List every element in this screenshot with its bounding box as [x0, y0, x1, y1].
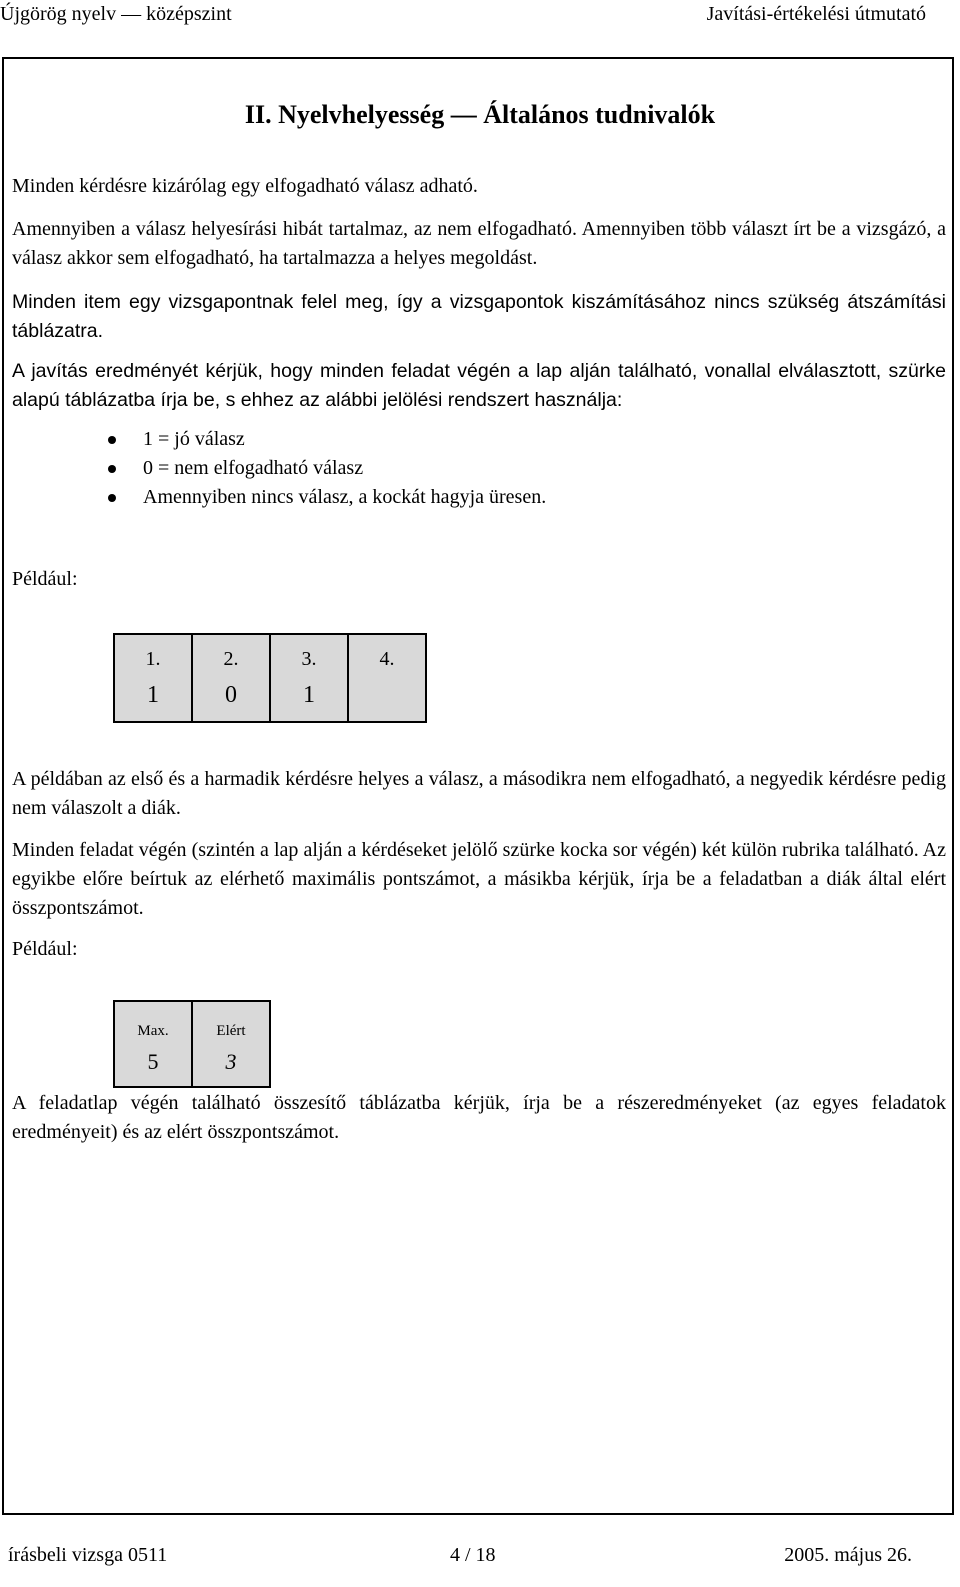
section-title: II. Nyelvhelyesség — Általános tudnivalók	[244, 100, 716, 129]
page-footer	[0, 1544, 960, 1574]
paragraph-4: A javítás eredményét kérjük, hogy minden feladat végén a lap alján található, vonallal elválasztott, szürke alapú táblázatba írja be, s ehhez az alábbi jelölési rendszert használja:	[12, 360, 946, 411]
grid-header-cell: 1.	[114, 634, 192, 675]
example-total-grid	[113, 1000, 271, 1088]
paragraph-rubrics: Minden feladat végén (szintén a lap alján a kérdéseket jelölő szürke kocka sor végén) két külön rubrika található. Az egyikbe előre beírtuk az elérhető maximális pontszámot, a másikba kérjük, írja be a feladatban a diák által elért összpontszámot.	[12, 839, 946, 919]
paragraph-explanation: A példában az első és a harmadik kérdésre helyes a válasz, a másodikra nem elfogadható, a negyedik kérdésre pedig nem válaszolt a diák.	[12, 768, 946, 819]
paragraph-3: Minden item egy vizsgapontnak felel meg, így a vizsgapontok kiszámításához nincs szükség átszámítási táblázatra.	[12, 291, 946, 342]
paragraph-2: Amennyiben a válasz helyesírási hibát tartalmaz, az nem elfogadható. Amennyiben több választ írt be a vizsgázó, a válasz akkor sem elfogadható, ha tartalmazza a helyes megoldást.	[12, 218, 946, 269]
paragraph-closing: A feladatlap végén található összesítő táblázatba kérjük, írja be a részeredményeket (az egyes feladatok eredményeit) és az elért összpontszámot.	[12, 1092, 946, 1143]
paragraph-1: Minden kérdésre kizárólag egy elfogadható válasz adható.	[12, 175, 478, 197]
grid-value-achieved: 3	[192, 1044, 270, 1087]
bullet-icon	[108, 436, 116, 444]
list-item: 1 = jó válasz	[108, 425, 546, 454]
footer-date: 2005. május 26.	[784, 1544, 912, 1566]
grid-value-cell: 0	[192, 675, 270, 722]
bullet-icon	[108, 494, 116, 502]
grid-header-cell: 2.	[192, 634, 270, 675]
grid-header-cell: 4.	[348, 634, 426, 675]
header-subject: Újgörög nyelv — középszint	[0, 3, 232, 25]
list-item: Amennyiben nincs válasz, a kockát hagyja üresen.	[108, 483, 546, 512]
header-guide-title: Javítási-értékelési útmutató	[706, 3, 926, 25]
grid-value-cell: 1	[270, 675, 348, 722]
page-header	[0, 0, 960, 34]
list-item: 0 = nem elfogadható válasz	[108, 454, 546, 483]
grid-header-max: Max.	[114, 1001, 192, 1044]
example-label-1: Például:	[12, 568, 78, 590]
example-score-grid	[113, 633, 427, 723]
grid-value-cell: 1	[114, 675, 192, 722]
example-label-2: Például:	[12, 938, 78, 960]
grid-value-max: 5	[114, 1044, 192, 1087]
bullet-icon	[108, 465, 116, 473]
marking-rules-list	[108, 425, 546, 512]
footer-page-number: 4 / 18	[450, 1544, 496, 1566]
footer-exam-code: írásbeli vizsga 0511	[8, 1544, 168, 1566]
grid-header-achieved: Elért	[192, 1001, 270, 1044]
grid-value-cell	[348, 675, 426, 722]
grid-header-cell: 3.	[270, 634, 348, 675]
